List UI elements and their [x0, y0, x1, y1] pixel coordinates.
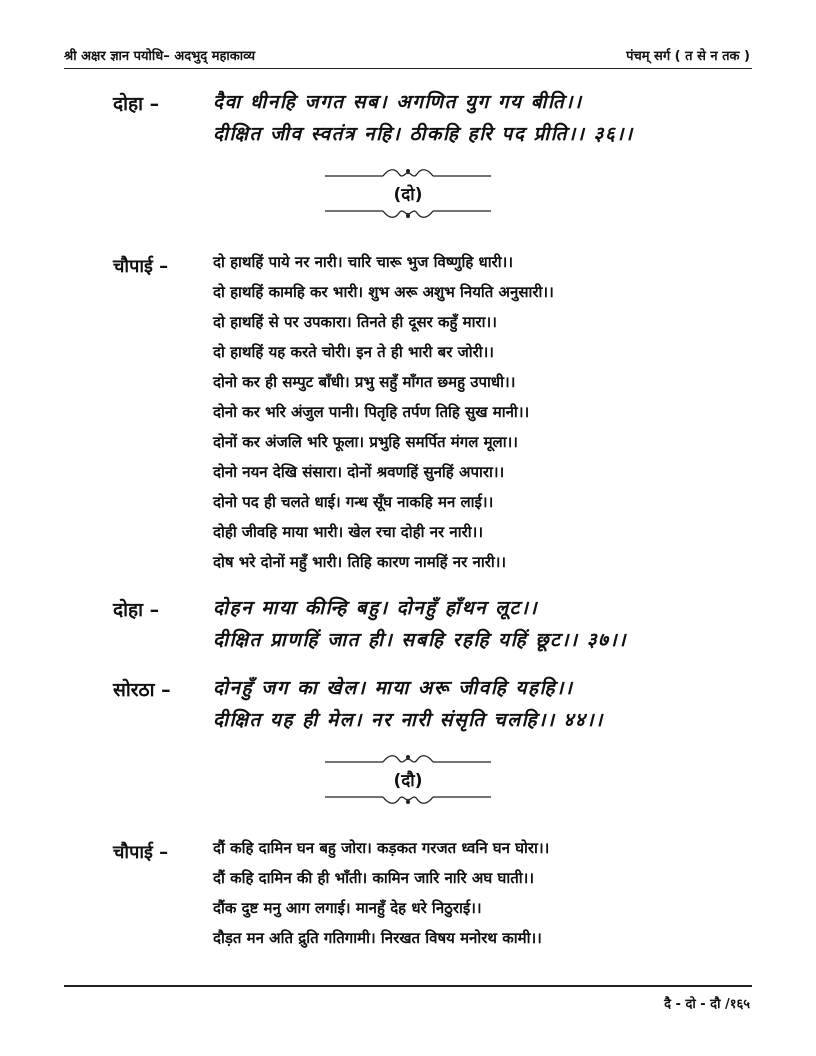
verse-line: दोनहुँ जग का खेल। माया अरू जीवहि यहहि।।	[213, 677, 574, 699]
verse-line: दोष भरे दोनों महुँ भारी। तिहि कारण नामहिं नर नारी।।	[213, 553, 507, 571]
verse-line: दोनो कर ही सम्पुट बाँधी। प्रभु सहुँ माँगत छमहु उपाधी।।	[213, 373, 516, 391]
verse-line: दौड़त मन अति द्रुति गतिगामी। निरखत विषय मनोरथ कामी।।	[213, 929, 542, 947]
verse-label: चौपाई –	[113, 256, 169, 277]
verse-line: दीक्षित प्राणहिं जात ही। सबहि रहहि यहिं छूट।। ३७।।	[213, 629, 627, 651]
divider-flourish-top	[325, 166, 491, 182]
section-title: (दो)	[393, 185, 423, 205]
verse-line: दोनो नयन देखि संसारा। दोनों श्रवणहिं सुनहिं अपारा।।	[213, 463, 505, 481]
section-ornament	[325, 166, 491, 221]
header-chapter-title: पंचम् सर्ग ( त से न तक )	[626, 49, 750, 64]
verse-line: दौं कहि दामिन घन बहु जोरा। कड़कत गरजत ध्वनि घन घोरा।।	[213, 839, 550, 857]
verse-line: दोही जीवहि माया भारी। खेल रचा दोही नर नारी।।	[213, 523, 484, 541]
verse-line: दीक्षित यह ही मेल। नर नारी संसृति चलहि।। ४४।।	[213, 709, 604, 731]
section-title: (दौ)	[393, 771, 423, 791]
verse-line: दौं कहि दामिन की ही भाँती। कामिन जारि नारि अघ घाती।।	[213, 869, 535, 887]
divider-flourish-bottom	[325, 791, 491, 807]
verse-line: दैवा धीनहि जगत सब। अगणित युग गय बीति।।	[213, 91, 583, 113]
verse-line: दोनो कर भरि अंजुल पानी। पितृहि तर्पण तिहि सुख मानी।।	[213, 403, 530, 421]
verse-line: दो हाथहिं से पर उपकारा। तिनते ही दूसर कहुँ मारा।।	[213, 313, 497, 331]
verse-label: चौपाई –	[113, 842, 169, 863]
verse-line: दो हाथहिं पाये नर नारी। चारि चारू भुज विष्णुहि धारी।।	[213, 253, 514, 271]
verse-line: दो हाथहिं यह करते चोरी। इन ते ही भारी बर जोरी।।	[213, 343, 494, 361]
section-ornament	[325, 752, 491, 807]
verse-label: दोहा –	[113, 93, 160, 115]
header-book-title: श्री अक्षर ज्ञान पयोधि– अदभुद् महाकाव्य	[64, 49, 256, 64]
page-number: दै - दो - दौ /१६५	[664, 997, 750, 1012]
verse-line: दोनों कर अंजलि भरि फूला। प्रभुहि समर्पित मंगल मूला।।	[213, 433, 518, 451]
verse-line: दीक्षित जीव स्वतंत्र नहि। ठीकहि हरि पद प्रीति।। ३६।।	[213, 123, 634, 145]
divider-flourish-top	[325, 752, 491, 768]
header-rule	[64, 68, 752, 69]
verse-line: दोहन माया कीन्हि बहु। दोनहुँ हाँथन लूट।।	[213, 597, 539, 619]
verse-line: दो हाथहिं कामहि कर भारी। शुभ अरू अशुभ नियति अनुसारी।।	[213, 283, 554, 301]
verse-line: दोनो पद ही चलते धाई। गन्ध सूँघ नाकहि मन लाई।।	[213, 493, 494, 511]
verse-line: दौंक दुष्ट मनु आग लगाई। मानहुँ देह धरे निठुराई।।	[213, 899, 482, 917]
verse-label: सोरठा –	[113, 679, 171, 701]
footer-rule	[64, 985, 752, 987]
divider-flourish-bottom	[325, 205, 491, 221]
verse-label: दोहा –	[113, 599, 160, 621]
